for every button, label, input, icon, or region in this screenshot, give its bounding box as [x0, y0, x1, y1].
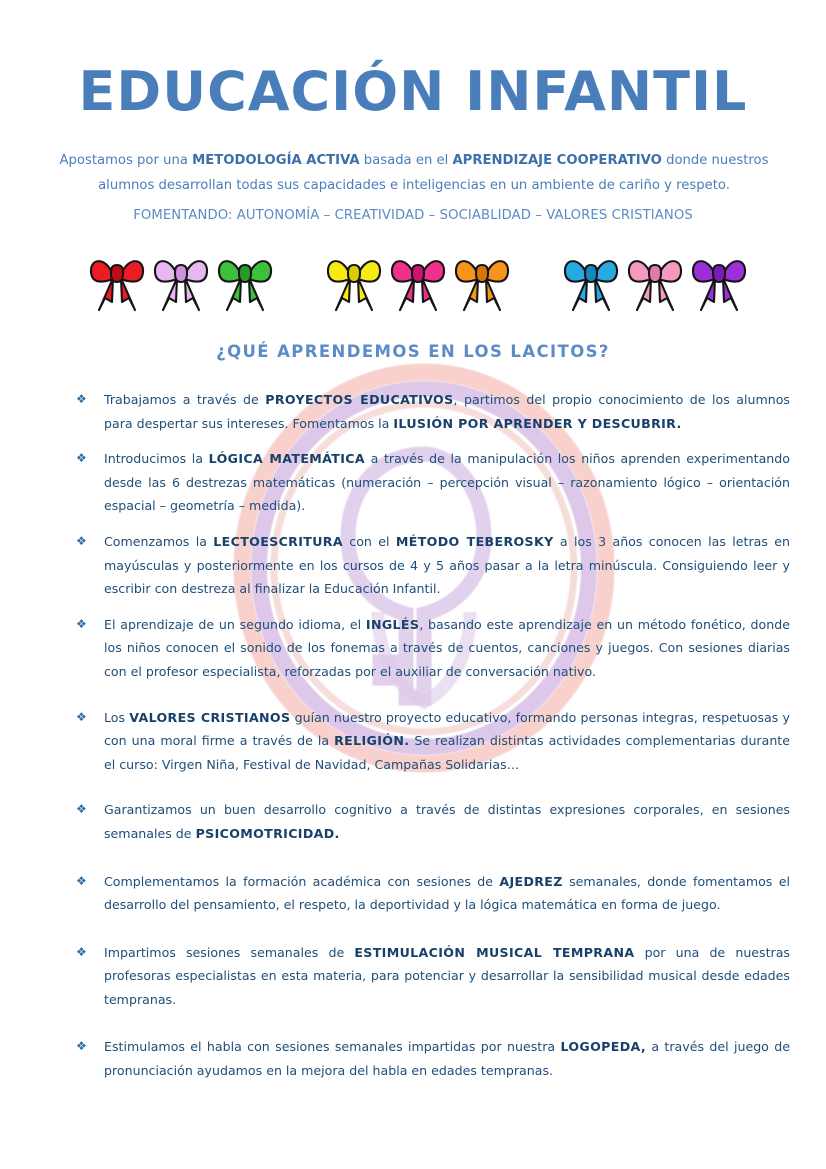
bow-group-3: [562, 248, 748, 316]
bow-orange-icon: [453, 248, 511, 312]
bullet-plain-text: Comenzamos la: [104, 533, 214, 549]
bow-red-icon: [88, 248, 146, 312]
bow-green-icon: [216, 248, 274, 312]
bullet-emphasis: PROYECTOS EDUCATIVOS: [265, 392, 454, 407]
intro-bold-metodologia: METODOLOGÍA ACTIVA: [192, 153, 360, 168]
bow-yellow-icon: [325, 248, 383, 312]
bullet-plain-text: Introducimos la: [104, 451, 209, 467]
intro-text-1: Apostamos por una: [59, 153, 193, 168]
bullet-emphasis: AJEDREZ: [499, 873, 563, 889]
bow-lavender-icon: [152, 248, 210, 312]
bow-pink-icon: [626, 248, 684, 312]
bullet-text-ajedrez: [104, 874, 790, 913]
bullet-plain-text: , basando este aprendizaje en un método fonético, donde los niños conocen el sonido de los fonemas a través de cuentos, canciones y juegos. Con sesiones diarias con el profesor especialista, reforzadas por el auxiliar de conversación nativo.: [104, 616, 790, 679]
bullet-emphasis: VALORES CRISTIANOS: [129, 709, 291, 725]
bullet-text-lectoescritura: [104, 534, 790, 596]
bullet-plain-text: Trabajamos a través de: [104, 392, 266, 407]
bullet-item-ajedrez: [64, 870, 790, 917]
bullet-plain-text: Impartimos sesiones semanales de: [104, 944, 355, 960]
bullet-item-lectoescritura: [64, 530, 790, 601]
bullet-plain-text: Garantizamos un buen desarrollo cognitivo a través de distintas expresiones corporales, en sesiones semanales de: [104, 802, 790, 841]
bullet-plain-text: Se realizan distintas actividades complementarias durante el curso: Virgen Niña, Festival de Navidad, Campañas Solidarias…: [104, 733, 790, 772]
bullet-plain-text: , partimos del propio conocimiento de los alumnos para despertar sus intereses. Fomentamos la: [104, 392, 790, 431]
bullet-plain-text: Estimulamos el habla con sesiones semanales impartidas por nuestra: [104, 1039, 561, 1055]
bullet-text-psicomotricidad: [104, 802, 790, 841]
bullet-text-ingles: [104, 617, 790, 679]
bow-cyan-icon: [562, 248, 620, 312]
florette-bullet-icon: ❖: [76, 802, 87, 817]
florette-bullet-icon: ❖: [76, 709, 87, 724]
bow-magenta-icon: [389, 248, 447, 312]
intro-bold-aprendizaje: APRENDIZAJE COOPERATIVO: [452, 153, 662, 168]
bullet-text-logica-matematica: [104, 451, 790, 513]
bullet-plain-text: Los: [104, 709, 130, 725]
bullet-item-valores-cristianos: [64, 706, 790, 777]
bullet-item-proyectos-educativos: [64, 388, 790, 435]
bullet-text-valores-cristianos: [104, 710, 790, 772]
bullet-item-ingles: [64, 613, 790, 684]
bullet-emphasis: ESTIMULACIÓN MUSICAL TEMPRANA: [354, 944, 635, 960]
bullet-emphasis: LECTOESCRITURA: [213, 533, 343, 549]
bow-purple-icon: [690, 248, 748, 312]
bullet-text-estimulacion-musical: [104, 945, 790, 1007]
bullet-plain-text: a través de la manipulación los niños aprenden experimentando desde las 6 destrezas matemáticas (numeración – percepción visual – razonamiento lógico – orientación espacial – geometría – medida).: [104, 451, 790, 514]
bullet-text-proyectos-educativos: [104, 392, 790, 431]
bullet-plain-text: semanales, donde fomentamos el desarrollo del pensamiento, el respeto, la deportividad y la lógica matemática en forma de juego.: [104, 873, 790, 913]
section-heading: ¿QUÉ APRENDEMOS EN LOS LACITOS?: [216, 342, 610, 361]
bullet-plain-text: a los 3 años conocen las letras en mayúsculas y posteriormente en los cursos de 4 y 5 años pasar a la letra minúscula. Consiguiendo leer y escribir con destreza al finalizar la Educación Infantil.: [104, 533, 790, 597]
intro-text-2: basada en el: [359, 153, 453, 168]
bullet-emphasis: MÉTODO TEBEROSKY: [395, 533, 554, 549]
bullet-text-logopeda: [104, 1039, 790, 1078]
fomentando-line: FOMENTANDO: AUTONOMÍA – CREATIVIDAD – SOCIABLIDAD – VALORES CRISTIANOS: [133, 208, 693, 223]
bullet-item-logopeda: [64, 1035, 790, 1082]
intro-paragraph: [58, 148, 770, 198]
intro-text-3: donde nuestros alumnos desarrollan todas sus capacidades e inteligencias en un ambiente de cariño y respeto.: [98, 153, 769, 193]
decorative-bows-row: [88, 248, 748, 316]
bullet-plain-text: con el: [342, 533, 396, 549]
bullet-item-logica-matematica: [64, 447, 790, 518]
bullet-emphasis: RELIGIÓN.: [334, 733, 410, 749]
bow-group-gap: [274, 248, 325, 316]
bullet-plain-text: guían nuestro proyecto educativo, formando personas integras, respetuosas y con una moral firme a través de la: [104, 709, 790, 749]
page-title: EDUCACIÓN INFANTIL: [78, 60, 748, 123]
bullet-emphasis: LÓGICA MATEMÁTICA: [208, 451, 365, 467]
bullet-plain-text: El aprendizaje de un segundo idioma, el: [104, 616, 366, 632]
florette-bullet-icon: ❖: [76, 451, 87, 466]
florette-bullet-icon: ❖: [76, 533, 87, 548]
bullet-plain-text: a través del juego de pronunciación ayudamos en la mejora del habla en edades tempranas.: [104, 1039, 790, 1079]
bullet-item-psicomotricidad: [64, 798, 790, 845]
bow-group-1: [88, 248, 274, 316]
florette-bullet-icon: ❖: [76, 392, 87, 406]
bullet-emphasis: PSICOMOTRICIDAD.: [195, 825, 340, 841]
bullet-plain-text: Complementamos la formación académica con sesiones de: [104, 873, 500, 889]
bullet-emphasis: INGLÉS: [365, 616, 420, 632]
florette-bullet-icon: ❖: [76, 1039, 87, 1054]
bullet-item-estimulacion-musical: [64, 941, 790, 1012]
florette-bullet-icon: ❖: [76, 944, 87, 959]
bullet-emphasis: ILUSIÓN POR APRENDER Y DESCUBRIR.: [393, 415, 682, 431]
florette-bullet-icon: ❖: [76, 616, 87, 631]
features-bullet-list: [64, 388, 790, 1095]
bullet-plain-text: por una de nuestras profesoras especialistas en esta materia, para potenciar y desarrollar la sensibilidad musical desde edades tempranas.: [104, 944, 790, 1007]
bow-group-2: [325, 248, 511, 316]
florette-bullet-icon: ❖: [76, 873, 87, 888]
bow-group-gap: [511, 248, 562, 316]
bullet-emphasis: LOGOPEDA,: [560, 1039, 646, 1055]
